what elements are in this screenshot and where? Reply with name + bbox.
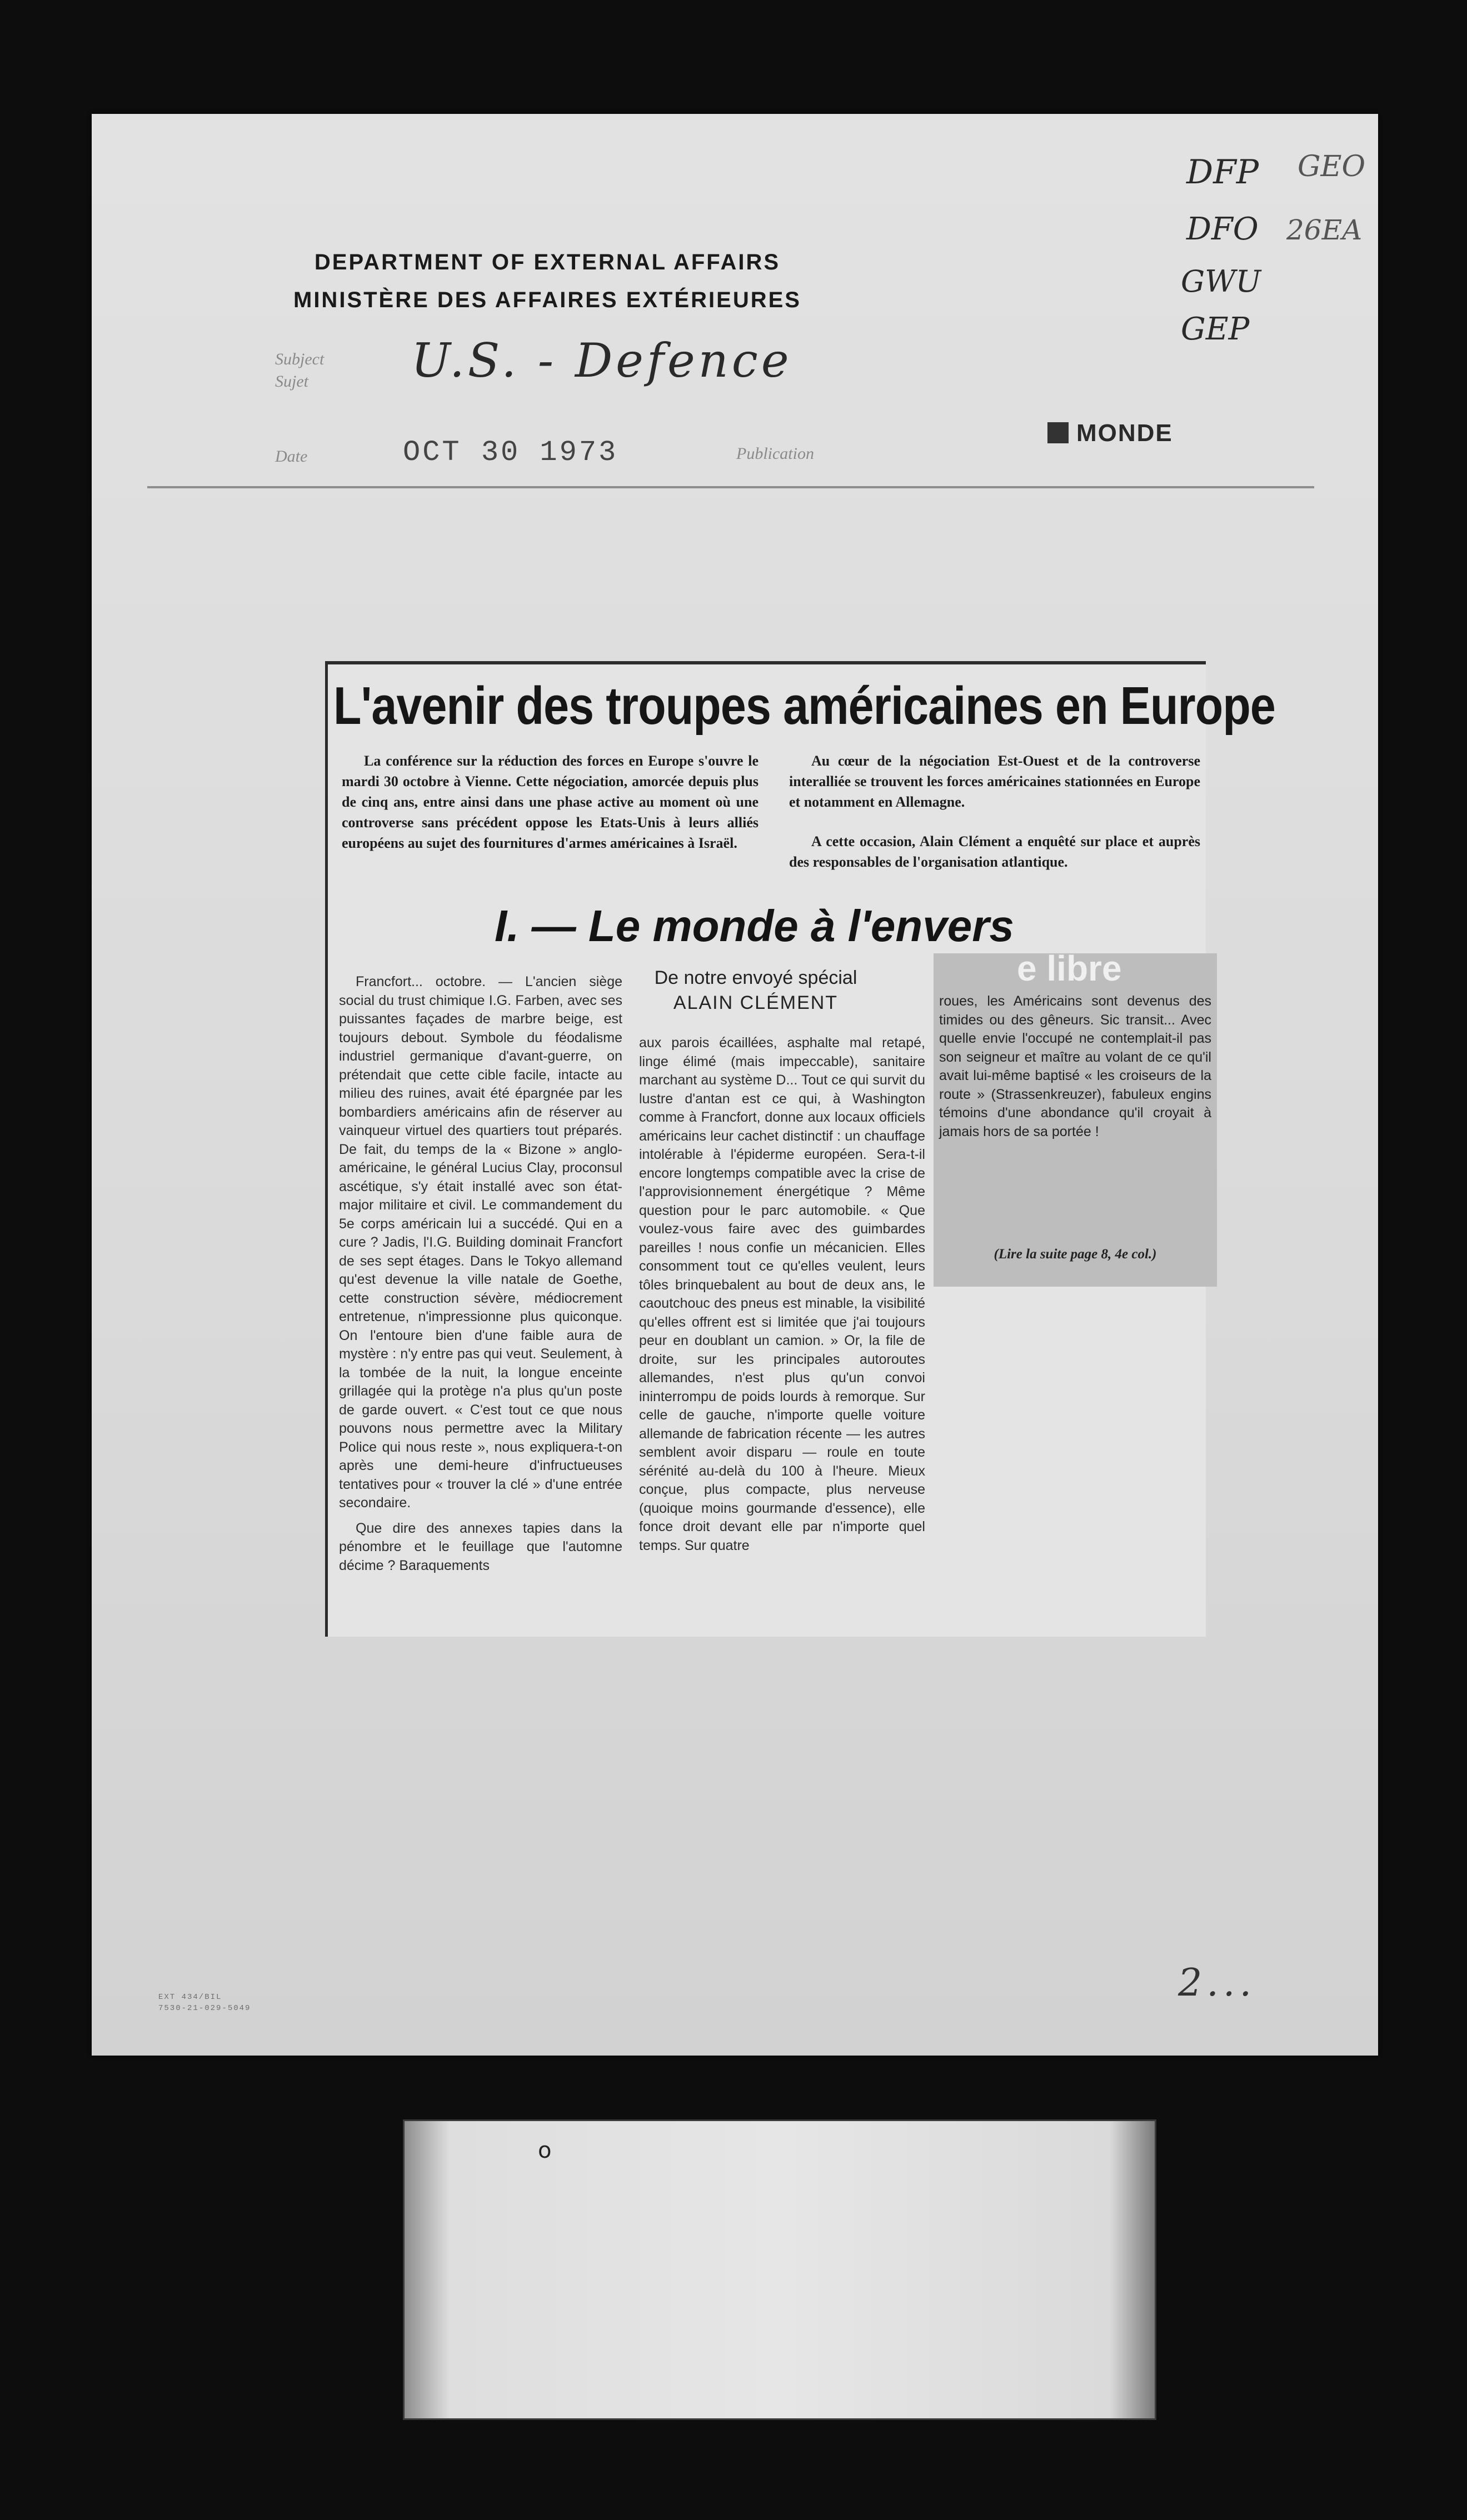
lead-paragraph-right-2: A cette occasion, Alain Clément a enquêté sur place et auprès des responsables de l'organisation atlantique. (789, 833, 1200, 870)
show-through-text: e libre (1017, 948, 1122, 988)
distribution-code: GEO (1298, 150, 1366, 183)
article-column-2 (639, 1034, 925, 1637)
lead-paragraph-right-1: Au cœur de la négociation Est-Ouest et de la controverse interalliée se trouvent les forces américaines stationnées en Europe et notamment en Allemagne. (789, 753, 1200, 810)
distribution-code: 26EA (1286, 214, 1363, 246)
document-sheet (92, 114, 1378, 2056)
publication-value: MONDE (1076, 419, 1173, 447)
publication-label: Publication (736, 444, 814, 463)
form-code-line: EXT 434/BIL (158, 1993, 222, 2002)
form-code (158, 1992, 251, 2014)
clipping-headline: L'avenir des troupes américaines en Europe (333, 676, 1275, 736)
lead-paragraph-left: La conférence sur la réduction des forces en Europe s'ouvre le mardi 30 octobre à Vienne. Cette négociation, amorcée depuis plus de cinq ans, entre ainsi dans une phase active au moment où une controverse sans précédent oppose les Etats-Unis à leurs alliés européens au sujet des fournitures d'armes américaines à Israël. (342, 753, 759, 851)
date-label: Date (275, 447, 308, 466)
byline-label: De notre envoyé spécial (654, 967, 857, 988)
distribution-code: DFP (1186, 153, 1259, 192)
article-paragraph: Francfort... octobre. — L'ancien siège social du trust chimique I.G. Farben, avec ses puissantes façades de marbre beige, est toujours debout. Symbole du féodalisme industriel germanique d'avant-guerre, on prétendait que cette cible facile, intacte au milieu des ruines, avait été épargnée par les bombardiers américains afin de réserver au vainqueur virtuel des quartiers tout préparés. De fait, du temps de la « Bizone » anglo-américaine, le général Lucius Clay, proconsul ascétique, s'y était installé avec son état-major militaire et civil. Le commandement du 5e corps américain lui a succédé. Qui en a cure ? Jadis, l'I.G. Building dominait Francfort de ses sept étages. Dans le Tokyo allemand qu'est devenue la ville natale de Goethe, cette construction sévère, médiocrement entretenue, n'impressionne plus quiconque. On l'entoure bien d'une faible aura de mystère : n'y entre pas qui veut. Seulement, à la tombée de la nuit, la longue enceinte grillagée qui la protège n'a plus qu'un poste de garde ouvert. « C'est tout ce que nous pouvons nous permettre avec la Military Police qui nous reste », nous expliquera-t-on après une demi-heure d'infructueuses tentatives pour « trouver la clé » d'une entrée secondaire. (339, 974, 622, 1511)
distribution-code: DFO (1186, 211, 1259, 247)
page-continuation-mark: 2... (1178, 1961, 1256, 2005)
date-stamp: OCT 30 1973 (403, 436, 618, 469)
newspaper-clipping (325, 661, 1275, 1637)
article-paragraph: aux parois écaillées, asphalte mal retapé, linge élimé (mais impeccable), sanitaire marchant au système D... Tout ce qui survit du lustre d'antan est ce qui, à Washington comme à Francfort, donne aux locaux officiels américains leur cachet distinctif : un chauffage intolérable à l'épiderme européen. Sera-t-il encore longtemps compatible avec la crise de l'approvisionnement énergétique ? Même question pour le parc automobile. « Que voulez-vous faire avec des guimbardes pareilles ! nous confie un mécanicien. Elles consomment tout ce qu'elles veulent, leurs tôles brinquebalent au bout de deux ans, le caoutchouc des pneus est minable, la visibilité qu'elles offrent est si limitée que j'ai toujours peur en doublant un camion. » Or, la file de droite, sur les principales autoroutes allemandes, n'est plus qu'un convoi ininterrompu de poids lourds à remorque. Sur celle de gauche, n'importe quelle voiture allemande de fabrication récente — les autres semblent avoir disparu — roule en toute sérénité au-delà du 100 à l'heure. Mieux conçue, plus compacte, plus nerveuse (quoique moins gourmande d'essence), elle fonce droit devant elle par n'importe quel temps. Sur quatre (639, 1035, 925, 1553)
distribution-code: GEP (1181, 311, 1250, 347)
publication-stamp (1047, 419, 1173, 447)
form-code-line: 7530-21-029-5049 (158, 2004, 251, 2013)
article-paragraph: roues, les Américains sont devenus des timides ou des gêneurs. Sic transit... Avec quelle envie l'occupé ne contemplait-il pas son seigneur et maître au volant de ce qu'il avait lui-même baptisé « les croiseurs de la route » (Strassenkreuzer), fabuleux engins témoins d'une abondance qu'il croyait à jamais hors de sa portée ! (939, 993, 1211, 1139)
subject-label: Subject (275, 350, 325, 368)
article-paragraph: Que dire des annexes tapies dans la pénombre et le feuillage que l'automne décime ? Baraquements (339, 1520, 622, 1573)
byline-name: ALAIN CLÉMENT (673, 992, 839, 1013)
card-mark: o (538, 2138, 552, 2163)
form-divider (147, 486, 1314, 488)
clipping-subheading: I. — Le monde à l'envers (495, 901, 1014, 951)
continued-note: (Lire la suite page 8, 4e col.) (994, 1247, 1157, 1262)
subject-value: U.S. - Defence (411, 333, 792, 388)
next-frame-card (403, 2119, 1156, 2420)
department-name-en: DEPARTMENT OF EXTERNAL AFFAIRS (314, 250, 781, 274)
publication-box-icon (1047, 422, 1069, 443)
sujet-label: Sujet (275, 372, 308, 391)
distribution-code: GWU (1181, 264, 1261, 299)
article-column-3 (934, 948, 1217, 1287)
article-column-1 (339, 973, 622, 1637)
department-name-fr: MINISTÈRE DES AFFAIRES EXTÉRIEURES (293, 288, 801, 312)
